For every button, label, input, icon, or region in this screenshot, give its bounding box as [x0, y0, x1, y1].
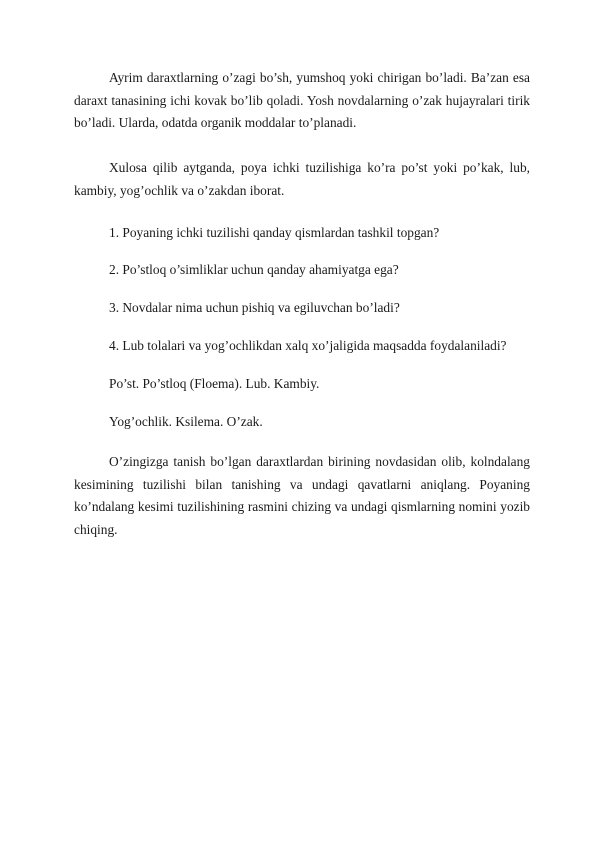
question-2: 2. Po’stloq o’simliklar uchun qanday ahamiyatga ega?	[109, 262, 399, 277]
question-3: 3. Novdalar nima uchun pishiq va egiluvchan bo’ladi?	[109, 300, 400, 315]
paragraph-xulosa: Xulosa qilib aytganda, poya ichki tuzilishiga ko’ra po’st yoki po’kak, lub, kambiy, yog’ochlik va o’zakdan iborat.	[74, 160, 530, 198]
terms-line-2: Yog’ochlik. Ksilema. O’zak.	[109, 414, 263, 429]
terms-line-1: Po’st. Po’stloq (Floema). Lub. Kambiy.	[109, 376, 320, 391]
question-1: 1. Poyaning ichki tuzilishi qanday qismlardan tashkil topgan?	[109, 225, 440, 240]
question-4: 4. Lub tolalari va yog’ochlikdan xalq xo’jaligida maqsadda foydalaniladi?	[109, 338, 507, 353]
paragraph-task: O’zingizga tanish bo’lgan daraxtlardan birining novdasidan olib, kolndalang kesimining tuzilishi bilan tanishing va undagi qavatlarni aniqlang. Poyaning ko’ndalang kesimi tuzilishining rasmini chizing va undagi qismlarning nomini yozib chiqing.	[74, 454, 530, 537]
paragraph-daraxt-ozagi: Ayrim daraxtlarning o’zagi bo’sh, yumshoq yoki chirigan bo’ladi. Ba’zan esa daraxt tanasining ichi kovak bo’lib qoladi. Yosh novdalarning o’zak hujayralari tirik bo’ladi. Ularda, odatda organik moddalar to’planadi.	[74, 70, 530, 130]
